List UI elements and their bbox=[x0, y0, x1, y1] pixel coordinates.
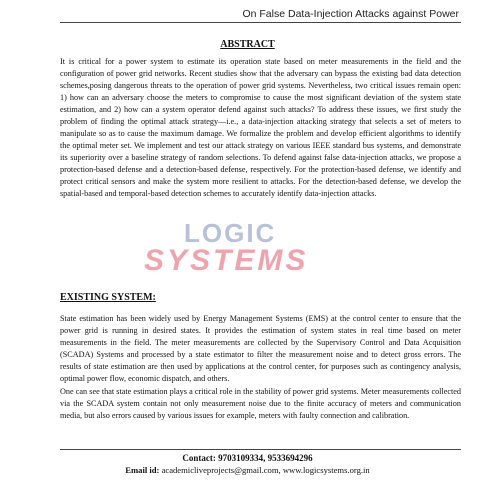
header-title: On False Data-Injection Attacks against Power bbox=[242, 8, 459, 20]
abstract-heading: ABSTRACT bbox=[220, 39, 275, 50]
existing-system-paragraph-2: One can see that state estimation plays a critical role in the stability of power grid systems. Meter measurements collected via the SCADA system contain not only measurement noise due to the finite accuracy of meters and communication media, but also errors caused by various issues for example, meters with faulty connection and calibration. bbox=[60, 387, 461, 420]
watermark-logic-text: LOGIC bbox=[184, 218, 277, 248]
footer-email-label: Email id: bbox=[125, 465, 160, 475]
footer-email-value: academicliveprojects@gmail.com, www.logicsystems.org.in bbox=[159, 465, 370, 475]
header-divider bbox=[60, 22, 461, 23]
watermark-systems-text: SYSTEMS bbox=[144, 244, 309, 277]
footer-divider bbox=[60, 449, 461, 450]
existing-system-paragraph-1: State estimation has been widely used by Energy Management Systems (EMS) at the control center to ensure that the power grid is running in desired states. It provides the estimation of system states in real time based on meter measurements in the field. The meter measurements are collected by the Supervisory Control and Data Acquisition (SCADA) Systems and processed by a state estimator to filter the measurement noise and to detect gross errors. The results of state estimation are then used by applications at the control center, for purposes such as contingency analysis, optimal power flow, economic dispatch, and others. bbox=[60, 314, 461, 383]
footer-email bbox=[0, 465, 495, 475]
footer-contact: Contact: 9703109334, 9533694296 bbox=[182, 453, 313, 463]
existing-system-heading: EXISTING SYSTEM: bbox=[60, 292, 156, 303]
logic-systems-watermark bbox=[104, 218, 424, 278]
abstract-paragraph: It is critical for a power system to estimate its operation state based on meter measurements in the field and the configuration of power grid networks. Recent studies show that the adversary can bypass the existing bad data detection schemes,posing dangerous threats to the operation of power grid systems. Nevertheless, two critical issues remain open: 1) how can an adversary choose the meters to compromise to cause the most significant deviation of the system state estimation, and 2) how can a system operator defend against such attacks? To address these issues, we first study the problem of finding the optimal attack strategy—i.e., a data-injection attacking strategy that selects a set of meters to manipulate so as to cause the maximum damage. We formalize the problem and develop efficient algorithms to identify the optimal meter set. We implement and test our attack strategy on various IEEE standard bus systems, and demonstrate its superiority over a baseline strategy of random selections. To defend against false data-injection attacks, we propose a protection-based defense and a detection-based defense, respectively. For the protection-based defense, we identify and protect critical sensors and make the system more resilient to attacks. For the detection-based defense, we develop the spatial-based and temporal-based detection schemes to accurately identify data-injection attacks. bbox=[60, 57, 461, 198]
